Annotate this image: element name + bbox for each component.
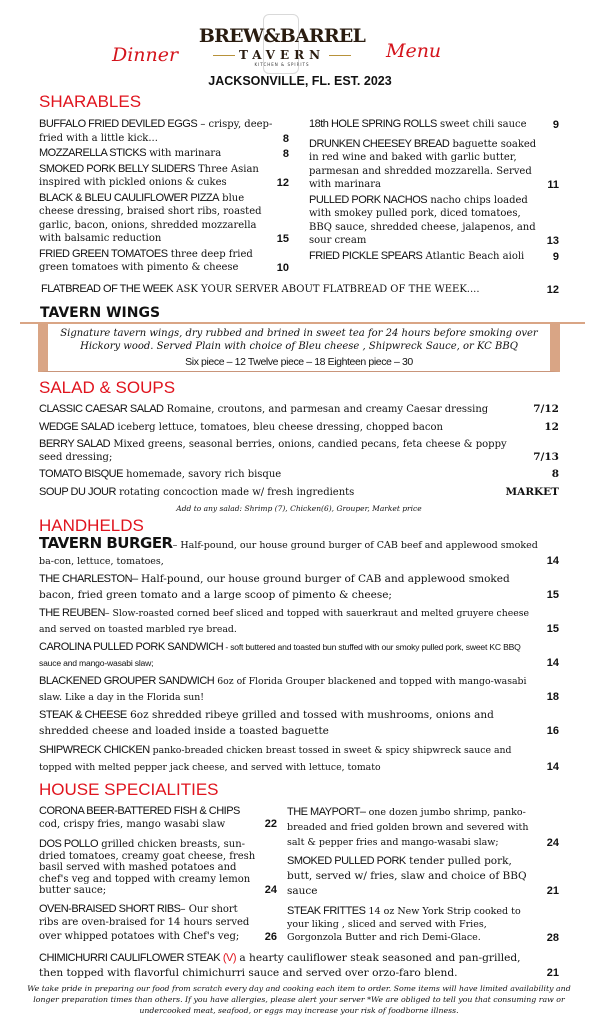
disclaimer: We take pride in preparing our food from scratch every day and cooking each item to order. Some items will have limited availability and longer preparation times than others. If you have allergies, please alert your server *We are obliged to tell you that consuming raw or undercooked meat, seafood, or eggs may increase your risk of foodborne illness. [27, 984, 571, 1015]
sharables-columns [39, 118, 559, 277]
menu-item [39, 402, 559, 417]
item-description: – Our short ribs are oven-braised for 14 hours served over whipped potatoes with Chef's veg; [39, 903, 250, 942]
item-text [309, 138, 539, 192]
item-name: TOMATO BISQUE [39, 468, 123, 480]
menu-item [39, 467, 559, 482]
vegetarian-badge: (V) [222, 952, 236, 964]
logo-tiny: KITCHEN & SPIRITS [254, 62, 310, 67]
price: 15 [276, 233, 289, 245]
menu-item [287, 905, 559, 944]
menu-item [309, 194, 559, 248]
section-title-house: HOUSE SPECIALITIES [39, 780, 219, 799]
price: 8 [282, 132, 289, 145]
header [0, 0, 600, 90]
house-columns [39, 805, 559, 946]
item-name: DRUNKEN CHEESEY BREAD [309, 137, 450, 150]
section-title-wings: TAVERN WINGS [40, 305, 161, 321]
price: 16 [546, 724, 559, 737]
item-description: sweet chili sauce [436, 119, 527, 130]
item-description: one dozen jumbo shrimp, panko-breaded and fried golden brown and severed with salt & pepper fries and mango-wasabi slaw; [287, 807, 529, 848]
item-text [39, 805, 257, 831]
price: 22 [264, 818, 277, 830]
sharables-left-column [39, 118, 289, 277]
item-text [39, 118, 275, 145]
item-text [39, 606, 539, 637]
menu-item [39, 485, 559, 500]
price: 8 [282, 148, 289, 160]
price: 9 [552, 250, 559, 263]
item-description: baguette soaked in red wine and baked with garlic butter, parmesan and shredded mozzarella. Served with marinara [309, 138, 537, 190]
price: 12 [276, 177, 289, 189]
item-name: BERRY SALAD [39, 438, 111, 450]
menu-item [39, 839, 277, 897]
menu-item [39, 742, 559, 776]
item-name: CAROLINA PULLED PORK SANDWICH [39, 641, 224, 653]
price: 15 [546, 622, 559, 635]
item-description: – Slow-roasted corned beef sliced and topped with sauerkraut and melted gruyere cheese and served on toasted marbled rye bread. [39, 608, 529, 635]
item-description: Romaine, croutons, and parmesan and creamy Caesar dressing [163, 404, 489, 415]
item-name: SHIPWRECK CHICKEN [39, 744, 150, 756]
item-name: DOS POLLO [39, 838, 99, 850]
menu-item [39, 951, 559, 981]
item-name: WEDGE SALAD [39, 421, 115, 433]
price: 9 [552, 119, 559, 131]
item-name: CHIMICHURRI CAULIFLOWER STEAK [39, 952, 221, 964]
menu-item [39, 147, 289, 161]
item-description: – crispy, deep-fried with a little kick... [39, 119, 273, 144]
menu-item [39, 163, 289, 190]
item-description: homemade, savory rich bisque [122, 469, 282, 480]
item-description: rotating concoction made w/ fresh ingredients [115, 487, 355, 498]
item-name: BUFFALO FRIED DEVILED EGGS [39, 118, 198, 130]
wings-prices: Six piece – 12 Twelve piece – 18 Eighteen piece – 30 [185, 356, 413, 368]
menu-item [39, 248, 289, 275]
price: 11 [547, 179, 559, 191]
item-description: panko-breaded chicken breast tossed in sweet & spicy shipwreck sauce and topped with melted pepper jack cheese, and served with lettuce, tomato [39, 745, 512, 773]
menu-item [39, 536, 559, 569]
price: 28 [546, 932, 559, 944]
price: 14 [546, 761, 559, 773]
menu-item [39, 572, 559, 603]
item-text [39, 438, 525, 464]
item-description: with marinara [146, 148, 222, 159]
menu-item [39, 192, 289, 246]
price: MARKET [505, 486, 559, 498]
item-name: STEAK FRITTES [287, 905, 366, 917]
item-name: SMOKED PORK BELLY SLIDERS [39, 162, 195, 175]
item-description: tender pulled pork, butt, served w/ fries, slaw and choice of BBQ sauce [287, 855, 527, 897]
item-name: 18th HOLE SPRING ROLLS [309, 118, 437, 130]
section-title-sharables: SHARABLES [39, 92, 142, 111]
item-text [39, 951, 539, 981]
item-description: 6oz shredded ribeye grilled and tossed with mushrooms, onions and shredded cheese and loaded inside a toasted baguette [39, 709, 494, 737]
item-text [39, 572, 539, 603]
menu-item [39, 606, 559, 637]
price: 24 [264, 884, 277, 896]
item-text [39, 402, 525, 417]
item-name: SOUP DU JOUR [39, 486, 116, 498]
item-text [39, 640, 539, 671]
item-description: iceberg lettuce, tomatoes, bleu cheese dressing, chopped bacon [114, 422, 443, 433]
item-name: FLATBREAD OF THE WEEK [41, 282, 174, 295]
item-description: - soft buttered and toasted bun stuffed with our smoky pulled pork, sweet KC BBQ sauce and mango-wasabi slaw; [39, 642, 521, 668]
item-name: PULLED PORK NACHOS [309, 193, 428, 206]
price: 14 [546, 656, 559, 669]
menu-item [39, 283, 559, 297]
price: 12 [544, 421, 559, 433]
menu-item [287, 854, 559, 899]
item-text [39, 839, 257, 897]
item-text [39, 192, 269, 246]
item-description: Half-pound, our house ground burger of CAB and applewood smoked bacon, fried green tomato and a large scoop of pimento & cheese; [39, 573, 510, 601]
menu-item [39, 420, 559, 435]
menu-label: Menu [386, 40, 442, 62]
item-name: THE REUBEN [39, 607, 105, 619]
item-text [309, 250, 545, 264]
price: 12 [546, 283, 559, 296]
item-text [287, 854, 539, 899]
item-description: 14 oz New York Strip cooked to your liking , sliced and served with Fries, Gorgonzola Butter and rich Demi-Glace. [287, 906, 521, 943]
section-title-handhelds: HANDHELDS [39, 516, 144, 535]
item-text [309, 194, 539, 248]
item-name: FRIED PICKLE SPEARS [309, 249, 423, 262]
section-title-salads: SALAD & SOUPS [39, 378, 176, 397]
item-text [287, 805, 539, 850]
item-text [39, 742, 539, 776]
price: 18 [546, 690, 559, 703]
item-name: THE CHARLESTON– [39, 573, 138, 585]
price: 26 [264, 930, 277, 943]
logo [193, 20, 371, 76]
item-description: Atlantic Beach aioli [422, 250, 525, 262]
salad-add-note: Add to any salad: Shrimp (7), Chicken(6), Grouper, Market price [176, 504, 422, 513]
wings-description: Signature tavern wings, dry rubbed and brined in sweet tea for 24 hours before smoking over Hickory wood. Served Plain with choice of Bleu cheese , Shipwreck Sauce, or KC BBQ [60, 328, 538, 352]
menu-item [39, 118, 289, 145]
item-description: three deep fried green tomatoes with pimento & cheese [39, 248, 253, 273]
item-description: blue cheese dressing, braised short ribs, roasted garlic, bacon, onions, shredded mozzarella with balsamic reduction [39, 192, 262, 244]
price: 21 [546, 967, 559, 979]
logo-sub: TAVERN [238, 48, 326, 62]
item-name: THE MAYPORT– [287, 806, 366, 818]
menu-item [39, 438, 559, 464]
location: JACKSONVILLE, FL. EST. 2023 [208, 74, 392, 88]
item-description: grilled chicken breasts, sun-dried tomatoes, creamy goat cheese, fresh basil served with mashed potatoes and chef's veg and topped with creamy lemon butter sauce; [39, 839, 256, 896]
menu-item [39, 805, 277, 831]
price: 10 [276, 262, 289, 274]
item-name: CLASSIC CAESAR SALAD [39, 403, 164, 415]
menu-item [309, 138, 559, 192]
divider [329, 55, 351, 56]
item-description: 6oz of Florida Grouper blackened and topped with mango-wasabi slaw. Like a day in the Florida sun! [39, 676, 527, 703]
dinner-label: Dinner [112, 44, 179, 66]
item-name: MOZZARELLA STICKS [39, 147, 147, 159]
menu-item [39, 903, 277, 944]
item-text [287, 905, 539, 944]
divider [213, 55, 235, 56]
item-text [39, 420, 536, 435]
item-text [39, 485, 498, 500]
item-description: a hearty cauliflower steak seasoned and pan-grilled, then topped with flavorful chimichurri sauce and served over orzo-faro blend. [39, 952, 521, 979]
price: 13 [546, 235, 559, 247]
item-text [41, 283, 539, 297]
price: 15 [546, 588, 559, 601]
menu-item [39, 640, 559, 671]
item-text [309, 118, 545, 132]
price: 24 [546, 837, 559, 849]
item-name: OVEN-BRAISED SHORT RIBS [39, 902, 181, 915]
item-name: SMOKED PULLED PORK [287, 855, 406, 867]
item-name: TAVERN BURGER [39, 534, 173, 552]
item-description: ASK YOUR SERVER ABOUT FLATBREAD OF THE WEEK.... [173, 283, 480, 295]
price: 7/13 [533, 451, 559, 463]
item-name: STEAK & CHEESE [39, 709, 127, 721]
item-name: BLACKENED GROUPER SANDWICH [39, 675, 215, 687]
price: 7/12 [533, 403, 559, 415]
menu-item [287, 805, 559, 850]
item-text [39, 163, 269, 190]
wings-box [38, 324, 560, 372]
item-text [39, 248, 269, 275]
item-text [39, 147, 275, 161]
house-right-column [287, 805, 559, 946]
price: 14 [546, 554, 559, 567]
item-description: – Half-pound, our house ground burger of CAB beef and applewood smoked ba-con, lettuce, tomatoes, [39, 540, 538, 567]
item-description: Mixed greens, seasonal berries, onions, candied pecans, feta cheese & poppy seed dressing; [39, 439, 507, 463]
menu-item [309, 250, 559, 264]
item-description: Three Asian inspired with pickled onions & cukes [39, 163, 259, 188]
menu-item [39, 708, 559, 739]
item-text [39, 903, 257, 944]
item-text [39, 536, 539, 569]
menu-item [39, 674, 559, 705]
price: 8 [551, 468, 559, 480]
beer-mug-icon [263, 14, 299, 74]
house-left-column [39, 805, 277, 946]
item-name: BLACK & BLEU CAULIFLOWER PIZZA [39, 191, 219, 204]
item-text [39, 674, 539, 705]
item-text [39, 708, 539, 739]
menu-item [309, 118, 559, 132]
logo-main: BREW&BARREL [198, 25, 366, 47]
sharables-right-column [309, 118, 559, 277]
item-text [39, 467, 544, 482]
price: 21 [546, 885, 559, 897]
item-description: cod, crispy fries, mango wasabi slaw [39, 819, 226, 830]
item-name: FRIED GREEN TOMATOES [39, 247, 168, 260]
item-description: nacho chips loaded with smokey pulled pork, diced tomatoes, BBQ sauce, shredded cheese, jalapenos, and sour cream [309, 194, 536, 246]
item-name: CORONA BEER-BATTERED FISH & CHIPS [39, 805, 240, 817]
